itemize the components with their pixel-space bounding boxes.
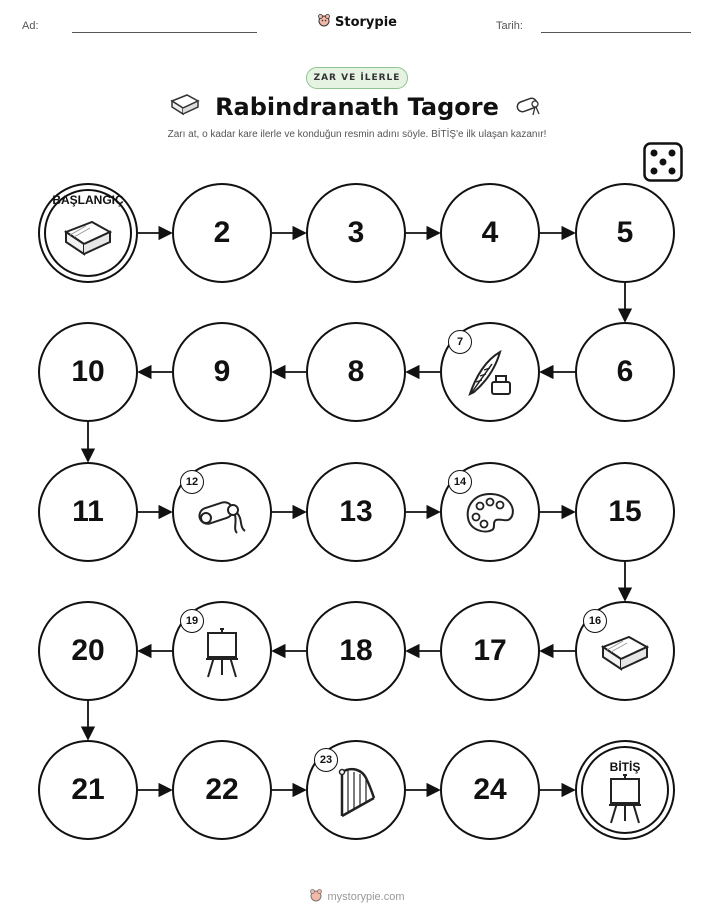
board-space-22[interactable] xyxy=(172,740,272,840)
board-space-6[interactable] xyxy=(575,322,675,422)
finish-label: BİTİŞ xyxy=(609,760,641,774)
board-space-20[interactable] xyxy=(38,601,138,701)
date-label: Tarih: xyxy=(496,20,523,32)
board-space-12[interactable] xyxy=(172,462,272,562)
finish-space[interactable] xyxy=(575,740,675,840)
start-label: BAŞLANGIÇ xyxy=(52,193,124,207)
board-space-9[interactable] xyxy=(172,322,272,422)
instructions: Zarı at, o kadar kare ilerle ve konduğun resmin adını söyle. BİTİŞ'e ilk ulaşan kazanır! xyxy=(167,129,547,140)
space-number: 15 xyxy=(608,495,642,528)
space-number-badge: 12 xyxy=(180,470,204,494)
space-number: 6 xyxy=(616,355,634,388)
board-space-16[interactable] xyxy=(575,601,675,701)
space-number: 9 xyxy=(213,355,231,388)
space-number: 13 xyxy=(339,495,373,528)
space-number-badge: 23 xyxy=(314,748,338,772)
board-space-5[interactable] xyxy=(575,183,675,283)
space-number: 24 xyxy=(473,773,507,806)
board-space-23[interactable] xyxy=(306,740,406,840)
game-type-badge: ZAR VE İLERLE xyxy=(306,67,408,89)
board-space-2[interactable] xyxy=(172,183,272,283)
space-number: 17 xyxy=(473,634,507,667)
board-space-3[interactable] xyxy=(306,183,406,283)
space-number: 20 xyxy=(71,634,105,667)
space-number: 21 xyxy=(71,773,105,806)
space-number-badge: 19 xyxy=(180,609,204,633)
board-space-15[interactable] xyxy=(575,462,675,562)
space-number: 18 xyxy=(339,634,373,667)
space-number: 11 xyxy=(72,495,104,528)
footer-url[interactable]: mystorypie.com xyxy=(327,890,405,903)
board-space-17[interactable] xyxy=(440,601,540,701)
storypie-logo-icon xyxy=(309,888,323,905)
scroll-icon xyxy=(193,491,251,541)
book-icon xyxy=(60,216,116,264)
space-number: 4 xyxy=(481,216,499,249)
board-space-7[interactable] xyxy=(440,322,540,422)
name-label: Ad: xyxy=(22,20,39,32)
easel-icon xyxy=(603,771,647,831)
board-space-19[interactable] xyxy=(172,601,272,701)
space-number: 10 xyxy=(71,355,105,388)
easel-icon xyxy=(200,625,244,685)
board-space-10[interactable] xyxy=(38,322,138,422)
space-number-badge: 7 xyxy=(448,330,472,354)
brand-name: Storypie xyxy=(335,14,397,30)
space-number: 2 xyxy=(213,216,231,249)
board-space-18[interactable] xyxy=(306,601,406,701)
board-space-13[interactable] xyxy=(306,462,406,562)
palette-icon xyxy=(462,490,518,542)
space-number: 5 xyxy=(616,216,634,249)
space-number-badge: 14 xyxy=(448,470,472,494)
space-number-badge: 16 xyxy=(583,609,607,633)
board-space-8[interactable] xyxy=(306,322,406,422)
footer xyxy=(0,888,714,905)
board-space-21[interactable] xyxy=(38,740,138,840)
start-space[interactable] xyxy=(38,183,138,283)
board-space-4[interactable] xyxy=(440,183,540,283)
book-icon xyxy=(597,631,653,679)
space-number: 22 xyxy=(205,773,239,806)
board-space-11[interactable] xyxy=(38,462,138,562)
board-space-14[interactable] xyxy=(440,462,540,562)
title-text: Rabindranath Tagore xyxy=(215,93,499,121)
harp-icon xyxy=(332,762,380,826)
space-number: 3 xyxy=(347,216,365,249)
board-space-24[interactable] xyxy=(440,740,540,840)
quill-inkwell-icon xyxy=(462,346,518,406)
space-number: 8 xyxy=(347,355,365,388)
